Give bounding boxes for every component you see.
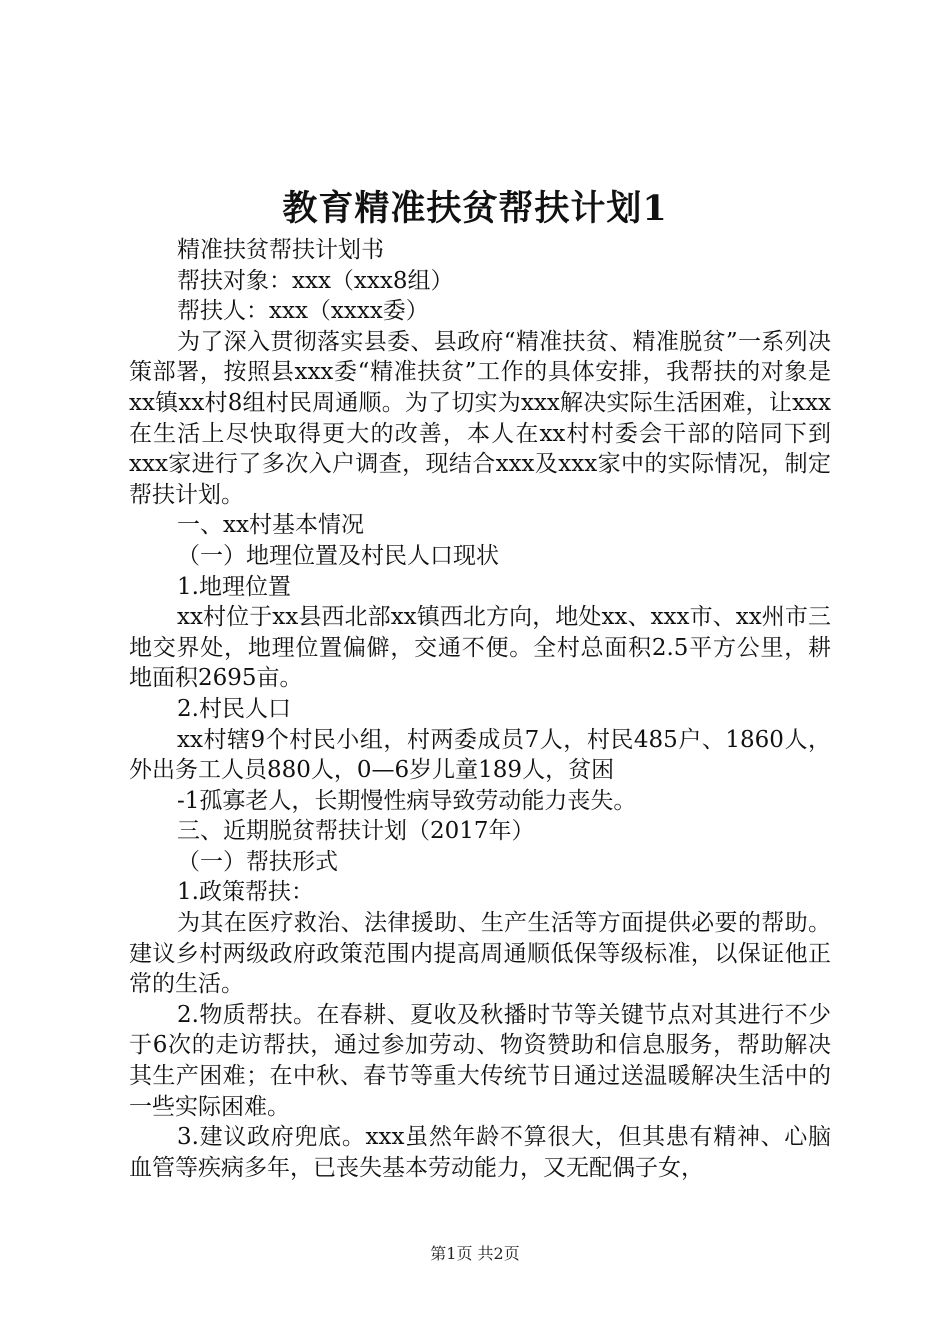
page-footer: 第1页 共2页 [430,1244,520,1263]
paragraph: -1孤寡老人，长期慢性病导致劳动能力丧失。 [177,787,637,814]
paragraph: 为其在医疗救治、法律援助、生产生活等方面提供必要的帮助。建议乡村两级政府政策范围内提高周通顺低保等级标准，以保证他正常的生活。 [129,910,831,998]
document-title: 教育精准扶贫帮扶计划1 [282,188,668,229]
paragraph: 2.物质帮扶。在春耕、夏收及秋播时节等关键节点对其进行不少于6次的走访帮扶，通过参加劳动、物资赞助和信息服务，帮助解决其生产困难；在中秋、春节等重大传统节日通过送温暖解决生活中的一些实际困难。 [129,1001,831,1120]
subsection-heading: （一）地理位置及村民人口现状 [177,542,499,569]
document-body [129,235,831,1183]
paragraph: 精准扶贫帮扶计划书 [177,237,384,263]
item-heading: 2.村民人口 [177,695,291,722]
section-heading: 一、xx村基本情况 [177,512,364,539]
item-heading: 1.政策帮扶： [177,879,314,906]
paragraph: 帮扶对象：xxx（xxx8组） [177,267,454,294]
subsection-heading: （一）帮扶形式 [177,848,338,875]
section-heading: 三、近期脱贫帮扶计划（2017年） [177,818,535,845]
paragraph: 帮扶人：xxx（xxxx委） [177,298,429,325]
item-heading: 1.地理位置 [177,573,291,600]
paragraph: xx村辖9个村民小组，村两委成员7人，村民485户、1860人，外出务工人员880人，0—6岁儿童189人，贫困 [129,726,831,784]
paragraph: 为了深入贯彻落实县委、县政府“精准扶贫、精准脱贫”一系列决策部署，按照县xxx委“精准扶贫”工作的具体安排，我帮扶的对象是xx镇xx村8组村民周通顺。为了切实为xxx解决实际生活困难，让xxx在生活上尽快取得更大的改善，本人在xx村村委会干部的陪同下到xxx家进行了多次入户调查，现结合xxx及xxx家中的实际情况，制定帮扶计划。 [129,328,831,508]
paragraph: 3.建议政府兜底。xxx虽然年龄不算很大，但其患有精神、心脑血管等疾病多年，已丧失基本劳动能力，又无配偶子女， [129,1124,831,1181]
paragraph: xx村位于xx县西北部xx镇西北方向，地处xx、xxx市、xx州市三地交界处，地理位置偏僻，交通不便。全村总面积2.5平方公里，耕地面积2695亩。 [129,604,831,692]
